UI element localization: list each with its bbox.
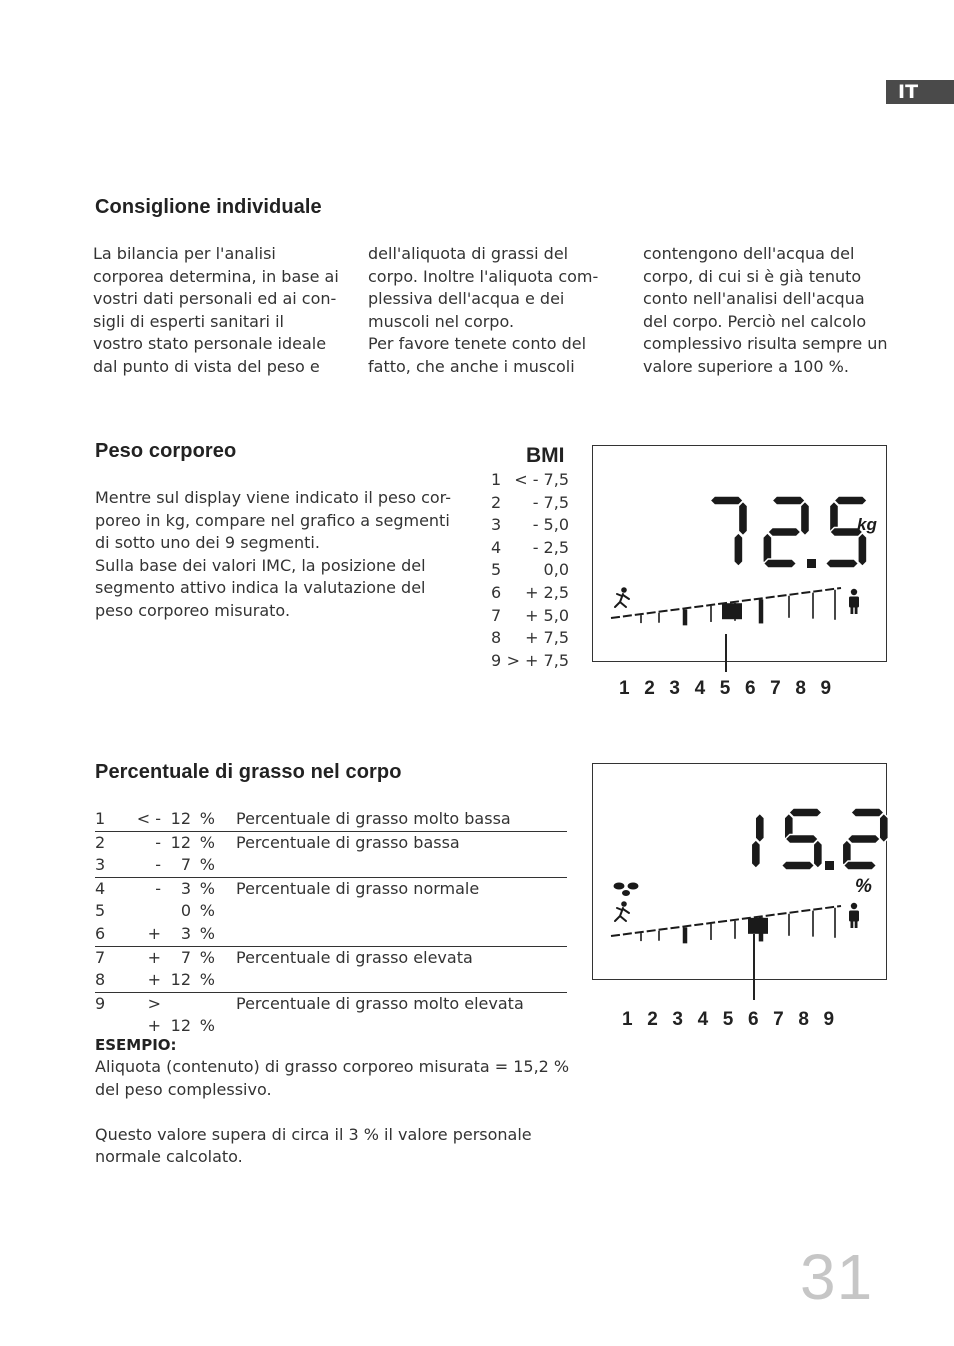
fat-unit-label: %: [855, 876, 872, 897]
segment-tick: [683, 927, 688, 943]
fat-lcd-display: [592, 763, 887, 980]
lcd-segment: [785, 835, 818, 844]
fat-row-value: [95, 878, 215, 901]
fat-table-row: [95, 900, 567, 923]
weight-segment-pointer: [725, 634, 727, 672]
fat-table-row: [95, 877, 567, 901]
bmi-row-value: - 2,5: [532, 537, 569, 557]
fat-row-description: Percentuale di grasso bassa: [236, 832, 460, 852]
segment-number: 9: [823, 1009, 835, 1030]
fat-row-unit: %: [199, 901, 215, 921]
fat-table-row: [95, 808, 567, 831]
fat-table-row: [95, 992, 567, 1036]
fat-row-number: 2: [95, 832, 106, 852]
lcd-segment: [772, 496, 805, 505]
body-weight-description: Mentre sul display viene indicato il peso cor- poreo in kg, compare nel grafico a segmenti di sotto uno dei 9 segmenti. Sulla base dei valori IMC, la posizione del segmento attivo indica la valutazione del peso corporeo misurato.: [95, 488, 451, 620]
segment-tick: [734, 921, 736, 939]
lcd-segment: [800, 501, 809, 535]
runner-icon: [615, 901, 629, 921]
fat-row-number: 9: [95, 993, 106, 1013]
fat-row-value: [95, 947, 215, 970]
lcd-decimal-point: [825, 861, 834, 870]
person-icon: [849, 589, 859, 614]
weight-lcd-display: [592, 445, 887, 662]
segment-tick: [788, 596, 790, 618]
segment-number: 1: [619, 678, 630, 699]
bmi-row-number: 5: [491, 560, 502, 580]
bmi-row-number: 6: [491, 582, 502, 602]
weight-lcd-graphic: [593, 446, 888, 663]
bmi-row-number: 1: [491, 470, 502, 489]
fat-row-amount: 12: [170, 832, 191, 852]
weight-unit-label: kg: [857, 515, 877, 534]
example-text: Aliquota (contenuto) di grasso corporeo misurata = 15,2 % del peso complessivo. Questo valore supera di circa il 3 % il valore personale normale calcolato.: [95, 1057, 570, 1167]
fat-row-value: [95, 900, 215, 923]
segment-number: 7: [773, 1009, 784, 1030]
segment-tick: [788, 914, 790, 936]
fat-row-unit: %: [199, 947, 215, 967]
fat-row-unit: %: [199, 923, 215, 943]
bmi-row: [491, 627, 569, 650]
fat-row-unit: %: [199, 832, 215, 852]
advice-column-1: La bilancia per l'analisi corporea determina, in base ai vostri dati personali ed ai con- sigli di esperti sanitari il vostro stato personale ideale dal punto di vista del peso e: [93, 244, 339, 376]
bmi-row-value: + 5,0: [525, 605, 569, 625]
bmi-row-value: < - 7,5: [514, 470, 569, 489]
lcd-segment: [813, 840, 822, 868]
bmi-row-number: 2: [491, 492, 502, 512]
segment-number: 5: [719, 678, 731, 699]
lcd-segment: [764, 559, 797, 568]
fat-row-sign: +: [147, 970, 161, 990]
bmi-title: BMI: [526, 444, 565, 467]
fat-row-number: 6: [95, 923, 106, 943]
lcd-segment: [851, 808, 884, 817]
fat-table-row: [95, 854, 567, 877]
fat-row-amount: 12: [170, 809, 191, 828]
fat-lcd-graphic: [593, 764, 888, 981]
segment-tick: [658, 931, 660, 941]
fat-row-sign: -: [155, 878, 161, 898]
fat-row-amount: 12: [170, 1016, 191, 1036]
lcd-segment: [734, 533, 743, 566]
fat-row-description: Percentuale di grasso elevata: [236, 947, 473, 967]
bmi-row-value: + 2,5: [525, 582, 569, 602]
advice-column-2: dell'aliquota di grassi del corpo. Inoltre l'aliquota com- plessiva dell'acqua e dei muscoli nel corpo. Per favore tenete conto del fatto, che anche i muscoli: [368, 244, 599, 376]
bmi-row: [491, 605, 569, 628]
active-segment-block: [748, 918, 768, 934]
segment-number: 3: [672, 1009, 683, 1030]
lcd-digit: [710, 496, 747, 566]
language-tab: IT: [886, 80, 954, 104]
example-title: ESEMPIO:: [95, 1036, 177, 1054]
segment-tick: [640, 615, 642, 623]
fat-row-value: [95, 993, 215, 1038]
bmi-row: [491, 514, 569, 537]
section-title-individual-advice: Consiglione individuale: [95, 196, 322, 218]
lcd-digit: [751, 813, 764, 868]
fat-row-description: Percentuale di grasso molto bassa: [236, 809, 511, 828]
segment-tick: [834, 908, 836, 938]
segment-number: 6: [744, 678, 756, 699]
fat-row-unit: %: [199, 878, 215, 898]
fat-table-row: [95, 946, 567, 970]
bmi-row-value: 0,0: [543, 560, 569, 580]
bmi-row-value: - 5,0: [532, 515, 569, 535]
bmi-row-number: 7: [491, 605, 502, 625]
segment-tick: [683, 609, 688, 625]
lcd-segment: [847, 835, 880, 844]
fat-table-row: [95, 969, 567, 992]
fat-row-amount: 7: [180, 947, 191, 967]
lcd-segment: [768, 528, 801, 537]
fat-row-number: 3: [95, 855, 106, 875]
segment-number: 6: [747, 1009, 759, 1030]
lcd-digit: [782, 808, 823, 870]
segment-number: 1: [622, 1009, 633, 1030]
fat-row-number: 4: [95, 878, 106, 898]
fat-row-value: [95, 969, 215, 992]
fat-table-row: [95, 831, 567, 855]
segment-number: 3: [669, 678, 680, 699]
fat-row-unit: %: [199, 809, 215, 828]
fat-row-value: [95, 923, 215, 946]
segment-number: 2: [647, 1009, 658, 1030]
lcd-segment: [710, 496, 743, 505]
lcd-segment: [789, 808, 822, 817]
bmi-row-number: 4: [491, 537, 502, 557]
fat-row-unit: %: [199, 855, 215, 875]
fat-row-amount: 7: [180, 855, 191, 875]
segment-tick: [812, 911, 814, 937]
advice-column-3: contengono dell'acqua del corpo, di cui si è già tenuto conto nell'analisi dell'acqua del corpo. Perciò nel calcolo complessivo risulta sempre un valore superiore a 100 %.: [643, 244, 888, 376]
segment-number: 9: [820, 678, 832, 699]
segment-tick: [640, 933, 642, 941]
fat-table-row: [95, 923, 567, 946]
bmi-row-value: + 7,5: [525, 628, 569, 648]
bmi-row-value: - 7,5: [532, 492, 569, 512]
segment-number: 4: [694, 678, 706, 699]
fat-row-unit: %: [199, 970, 215, 990]
lcd-segment: [826, 559, 859, 568]
fat-row-amount: 12: [170, 970, 191, 990]
bmi-row-value: > + 7,5: [506, 650, 569, 670]
segment-tick: [658, 613, 660, 623]
body-fat-table: [95, 808, 567, 1036]
lcd-segment: [751, 840, 760, 868]
lcd-segment: [782, 861, 815, 870]
segment-tick: [710, 606, 712, 622]
section-title-body-fat: Percentuale di grasso nel corpo: [95, 761, 402, 783]
segment-tick: [710, 924, 712, 940]
segment-tick: [834, 590, 836, 620]
fat-row-sign: +: [147, 947, 161, 967]
fat-row-sign: -: [155, 855, 161, 875]
fat-row-number: 1: [95, 809, 106, 828]
bmi-row: [491, 537, 569, 560]
segment-number: 5: [722, 1009, 734, 1030]
runner-icon: [615, 587, 629, 607]
fat-row-sign: +: [147, 923, 161, 943]
active-segment-block: [722, 603, 742, 619]
segment-number: 2: [644, 678, 655, 699]
segment-number: 8: [798, 1009, 809, 1030]
fat-row-sign: > +: [147, 993, 161, 1036]
person-icon: [849, 903, 859, 928]
fat-row-value: [95, 854, 215, 877]
bmi-row-number: 9: [491, 650, 502, 670]
fat-row-amount: 3: [180, 878, 191, 898]
segment-bar-line: [611, 906, 841, 936]
fat-row-sign: -: [155, 832, 161, 852]
lcd-segment: [879, 813, 888, 842]
lcd-segment: [858, 533, 867, 566]
fat-row-sign: < -: [136, 809, 161, 828]
segment-number: 7: [770, 678, 781, 699]
section-title-body-weight: Peso corporeo: [95, 440, 237, 462]
fat-segment-pointer: [753, 934, 755, 1000]
segment-tick: [812, 593, 814, 619]
fat-row-number: 8: [95, 970, 106, 990]
lcd-segment: [755, 813, 764, 842]
bmi-row-number: 3: [491, 515, 502, 535]
fat-row-number: 7: [95, 947, 106, 967]
bmi-row: [491, 582, 569, 605]
lcd-digit: [842, 808, 888, 870]
fat-row-amount: 3: [180, 923, 191, 943]
fat-row-value: [95, 832, 215, 855]
weight-segment-numbers: [619, 678, 846, 700]
bmi-table: [491, 469, 569, 672]
lcd-segment: [834, 496, 867, 505]
lcd-decimal-point: [807, 559, 816, 568]
fat-row-number: 5: [95, 901, 106, 921]
bmi-row: [491, 469, 569, 492]
segment-number: 4: [697, 1009, 709, 1030]
fat-row-unit: %: [199, 1016, 215, 1036]
fat-row-amount: 0: [180, 901, 191, 921]
lcd-digit: [763, 496, 810, 568]
page-number: 31: [800, 1241, 874, 1313]
segment-number: 8: [795, 678, 806, 699]
fat-row-description: Percentuale di grasso normale: [236, 878, 480, 898]
fat-segment-numbers: [622, 1009, 849, 1031]
bmi-row-number: 8: [491, 628, 502, 648]
lcd-segment: [844, 861, 877, 870]
bmi-row: [491, 559, 569, 582]
fat-row-value: [95, 808, 215, 831]
bmi-row: [491, 492, 569, 515]
lcd-segment: [738, 501, 747, 535]
fat-row-description: Percentuale di grasso molto elevata: [236, 993, 524, 1013]
segment-tick: [759, 599, 764, 623]
fat-drops-icon: [614, 883, 639, 897]
bmi-row: [491, 650, 569, 673]
